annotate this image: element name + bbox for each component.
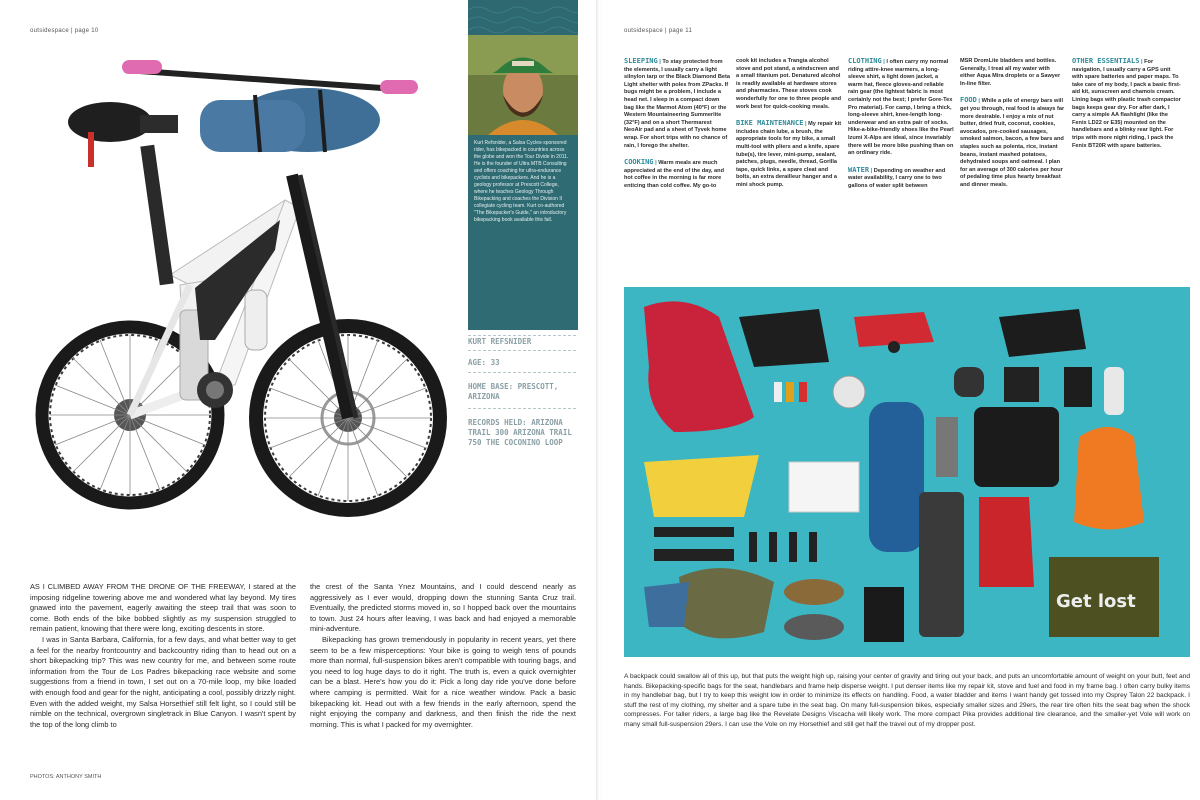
handlebar-bag [122, 60, 418, 152]
rider-sidebar [468, 0, 578, 330]
down-jacket [974, 407, 1059, 487]
rain-pants [919, 492, 964, 637]
gear-section-food: FOOD | While a pile of energy bars will get you through, real food is always far more desirable. I enjoy a mix of nut butter, dried fruit, coconut, cookies, avocados, pre-cooked sausages, smoked salmon, bacon, a few bars and staples such as polenta, rice, instant beans, instant mashed potatoes, dehydrated soups and oatmeal. I plan for an average of 300 calories per hour of pedaling time plus hearty breakfast and dinner meals. [960, 96, 1065, 188]
right-page [602, 0, 1200, 800]
section-text: While a pile of energy bars will get you through, real food is always far more desirable. I enjoy a mix of nut butter, dried fruit, coconut, cookies, avocados, pre-cooked sausages, smoked salmon, bacon, a few bars and staples such as polenta, rice, instant beans, instant mashed potatoes, dehydrated soups and oatmeal. I plan for an average of 300 calories per hour of pedaling time plus hearty breakfast and dinner meals. [960, 98, 1065, 188]
gear-section-sleeping: SLEEPING | To stay protected from the elements, I usually carry a light silnylon tarp or the Black Diamond Beta Light shelter with poles from ZPacks. If bugs might be a problem, I include a head net. I sleep in a compact down bag like the Marmot Atom (40°F) or the Western Mountaineering Summerlite (32°F) and on a short Thermarest NeoAir pad and a sheet of Tyvek home wrap. For short trips with no chance of rain, I forego the shelter. [624, 57, 730, 149]
section-heading: WATER [848, 165, 870, 174]
body-paragraph: I was in Santa Barbara, California, for a few days, and what better way to get a feel for the nearby frontcountry and backcountry riding than to head out on a short bikepacking trip? This was new country for me, and between some route information from the Tour de Los Padres bikepacking race website and some suggestions from a friend in town, I set out on a 70-mile loop, my bike loaded with enough food and gear for the night, anticipating a cool, possibly drizzly night. Even with the added weight, my Salsa Horsethief still felt light, so I could still be nimble on the technical, overgrown singletrack in Blue Canyon. I wasn't spent by the top of the long climb to [30, 634, 296, 729]
section-text: Depending on weather and water availability, I carry one to two gallons of water split between [848, 167, 946, 189]
dry-bag [869, 402, 924, 552]
gear-section-water: WATER | Depending on weather and water availability, I carry one to two gallons of water split between [848, 165, 946, 189]
body-paragraph: Bikepacking has grown tremendously in popularity in recent years, yet there seem to be a few misperceptions: Your bike is going to weigh tens of pounds more than normal, full-suspension bikes aren't compatible with touring bags, and you need to log huge days to do it right. The truth is, even a quick overnighter can be a blast. Here's how you do it: Pick a long day ride you've done before where camping is permitted. Wait for a nice weather window. Pack a basic bikepacking kit. Head out with a few friends in the early afternoon, spend the night enjoying the company and darkness, and then finish the ride the next morning. This is what I packed for my overnighter. [310, 634, 576, 729]
stat-divider [468, 335, 576, 336]
socks [936, 417, 958, 477]
section-text: MSR DromLite bladders and bottles. Generally, I treat all my water with either Aqua Mira droplets or a Sawyer In-line filter. [960, 58, 1061, 87]
body-column-1 [30, 582, 296, 730]
bike-photo [30, 40, 460, 560]
body-column-2 [310, 582, 576, 730]
section-text: My repair kit includes chain lube, a brush, the appropriate tools for my bike, a small multi-tool with pliers and a knife, spare tube(s), tire lever, mini-pump, sealant, patches, plugs, needle, thread, Gorilla tape, quick links, a spare cleat and bolts, an extra derailleur hanger and a mini shock pump. [736, 121, 842, 188]
rider-bio: Kurt Refsnider, a Salsa Cycles-sponsored rider, has bikepacked in countries across the globe and won the Tour Divide in 2011. He is the founder of Ultra MTB Consulting and offers coaching for ultra-endurance cyclists and bikepackers. And he is a geology professor at Prescott College, where he teaches Geology Through Bikepacking and coaches the Division II collegiate cycling team. Kurt co-authored "The Bikepacker's Guide," an introductory bikepacking book available this fall. [474, 140, 569, 223]
maps [789, 462, 859, 512]
gear-section-water-cont [960, 58, 1066, 88]
section-text: For navigation, I usually carry a GPS unit with spare batteries and paper maps. To take care of my body, I pack a basic first-aid kit, sunscreen and chamois cream. Lining bags with plastic trash compactor bags keeps gear dry. For after dark, I carry a simple AA flashlight (like the Fenix LD22 or E35) mounted on the handlebars and a blinky rear light. For trips with more night riding, I pack the Fenix BT20R with spare batteries. [1072, 59, 1181, 149]
section-text: Warm meals are much appreciated at the end of the day, and hot coffee in the morning is far more enticing than cold coffee. My go-to [624, 160, 724, 189]
tarp-shelter [739, 309, 829, 367]
left-folio: outsidespace | page 10 [30, 28, 99, 34]
shoe [784, 614, 844, 640]
right-folio: outsidespace | page 11 [624, 28, 693, 34]
gloves [1004, 367, 1039, 402]
gear-flatlay-photo [624, 287, 1190, 657]
photo-credit: PHOTOS: ANTHONY SMITH [30, 774, 102, 780]
left-page [0, 0, 598, 800]
gear-column-5 [1072, 58, 1182, 159]
shoe [784, 579, 844, 605]
section-heading: OTHER ESSENTIALS [1072, 57, 1140, 65]
backpack [1074, 427, 1144, 530]
stat-divider [468, 350, 576, 351]
section-heading: FOOD [960, 96, 977, 105]
gear-column-3 [848, 58, 954, 200]
sidebar-texture [468, 0, 578, 35]
gear-section-clothing: CLOTHING | I often carry my normal riding attire-knee warmers, a long-sleeve shirt, a light down jacket, a warm hat, fleece gloves-and reliable rain gear (the lightest fabric is most certainly not the best; I prefer Gore-Tex Pro material). For camp, I bring a thick, long-sleeve shirt, knee-length long-underwear and an extra pair of socks. Hike-a-bike-friendly shoes like the Pearl Izumi X-Alps are ideal, since invariably there will be more bike pushing than on an ordinary ride. [848, 57, 954, 157]
section-text: I often carry my normal riding attire-knee warmers, a long-sleeve shirt, a light down jacket, a warm hat, fleece gloves-and reliable rain gear (the lightest fabric is most certainly not the best; I prefer Gore-Tex Pro material). For camp, I bring a thick, long-sleeve shirt, knee-length long-underwear and an extra pair of socks. Hike-a-bike-friendly shoes like the Pearl Izumi X-Alps are ideal, since invariably there will be more bike pushing than on an ordinary ride. [848, 59, 954, 157]
body-paragraph: AS I CLIMBED AWAY FROM THE DRONE OF THE FREEWAY, I stared at the imposing ridgeline towering above me and wondered what lay beyond. My tires gnawed into the pavement, eagerly awaiting the steep trail that was soon to come. Both ends of the bike bobbed slightly as my suspension struggled to remain patient, knowing that there were long, exciting descents in store. [30, 582, 296, 634]
gear-column-4 [960, 58, 1066, 199]
gear-column-2 [736, 58, 842, 199]
seat-bag [68, 102, 178, 167]
section-heading: COOKING [624, 158, 654, 167]
section-heading: BIKE MAINTENANCE [736, 119, 804, 128]
water-bottle [245, 290, 267, 350]
bottle [1104, 367, 1124, 415]
rider-home-base: HOME BASE: PRESCOTT, ARIZONA [468, 382, 559, 401]
handlebar-roll [679, 568, 774, 638]
beanie [954, 367, 984, 397]
rider-name: KURT REFSNIDER [468, 337, 532, 346]
sleeping-bag [644, 301, 754, 432]
shirt-print: Get lost [1056, 591, 1136, 612]
gear-column-1 [624, 58, 730, 200]
stove-pot [833, 376, 865, 408]
section-text: To stay protected from the elements, I usually carry a light silnylon tarp or the Black Diamond Beta Light shelter with poles from ZPacks. If bugs might be a problem, I include a head net. I sleep in a compact down bag like the Marmot Atom (40°F) or the Western Mountaineering Summerlite (32°F) and on a short Thermarest NeoAir pad and a sheet of Tyvek home wrap. For short trips with no chance of rain, I forego the shelter. [624, 59, 730, 149]
gear-section-bike-maintenance: BIKE MAINTENANCE | My repair kit includes chain lube, a brush, the appropriate tools for my bike, a small multi-tool with pliers and a knife, spare tube(s), tire lever, mini-pump, sealant, patches, plugs, needle, thread, Gorilla tape, quick links, a spare cleat and bolts, an extra derailleur hanger and a mini shock pump. [736, 119, 842, 188]
body-paragraph: the crest of the Santa Ynez Mountains, and I could descend nearly as aggressively as I ever would, dropping down the stunning Santa Cruz trail. Eventually, the predicted storms moved in, so I hopped back over the mountains to town. Just 24 hours after leaving, I was back and had enjoyed a memorable mini-adventure. [310, 582, 576, 634]
rain-jacket [979, 497, 1034, 587]
rider-records: RECORDS HELD: ARIZONA TRAIL 300 ARIZONA TRAIL 750 THE COCONINO LOOP [468, 418, 572, 447]
seat-bag-yellow [644, 455, 759, 517]
gear-section-other-essentials: OTHER ESSENTIALS | For navigation, I usually carry a GPS unit with spare batteries and paper maps. To take care of my body, I pack a basic first-aid kit, sunscreen and chamois cream. Lining bags with plastic trash compactor bags keeps gear dry. For after dark, I carry a simple AA flashlight (like the Fenix LD22 or E35) mounted on the handlebars and a blinky rear light. For trips with more night riding, I pack the Fenix BT20R with spare batteries. [1072, 57, 1181, 149]
rider-age: AGE: 33 [468, 358, 500, 367]
gear-section-cooking-cont [736, 58, 842, 111]
stat-divider [468, 372, 576, 373]
gear-flatlay-art [624, 287, 1190, 657]
shoe-bag [1064, 367, 1092, 407]
stat-divider [468, 408, 576, 409]
section-heading: SLEEPING [624, 57, 658, 65]
frame-bag [999, 309, 1086, 357]
section-heading: CLOTHING [848, 57, 882, 65]
shorts [864, 587, 904, 642]
rider-portrait [468, 35, 578, 135]
photo-caption: A backpack could swallow all of this up, but that puts the weight high up, raising your center of gravity and tiring out your back, and puts an uncomfortable amount of weight on your butt, feet and hands. Bikepacking-specific bags for the seat, handlebars and frame help disperse weight. I put denser items like my repair kit, stove and fuel and food in my frame bag. I often carry bulky items in my handlebar bag, but I try to keep this weight low in order to minimize its effects on handling. Food, a water bladder and items I want handy get tossed into my Osprey Talon 22 backpack. I stuff the rest of my clothing, my shelter and a spare tube in the seat bag. On many full-suspension bikes, especially smaller sizes and 29ers, the rear tire often hits the seat bag when the shock compresses. For taller riders, a large bag like the Revelate Designs Viscacha will likely work. The more compact Pika provides additional tire clearance, and the smaller-yet Vole will work on many small full-suspension 29ers. I can use the Vole on my Horsethief and still get half the travel out of my dropper post. [624, 673, 1190, 728]
gear-section-cooking: COOKING | Warm meals are much appreciated at the end of the day, and hot coffee in the morning is far more enticing than cold coffee. My go-to [624, 158, 724, 189]
section-text: cook kit includes a Trangia alcohol stove and pot stand, a windscreen and a small titanium pot. Denatured alcohol is readily available at hardware stores and pharmacies. These stoves cook wonderfully for one to three people and work best for quick-cooking meals. [736, 58, 842, 110]
